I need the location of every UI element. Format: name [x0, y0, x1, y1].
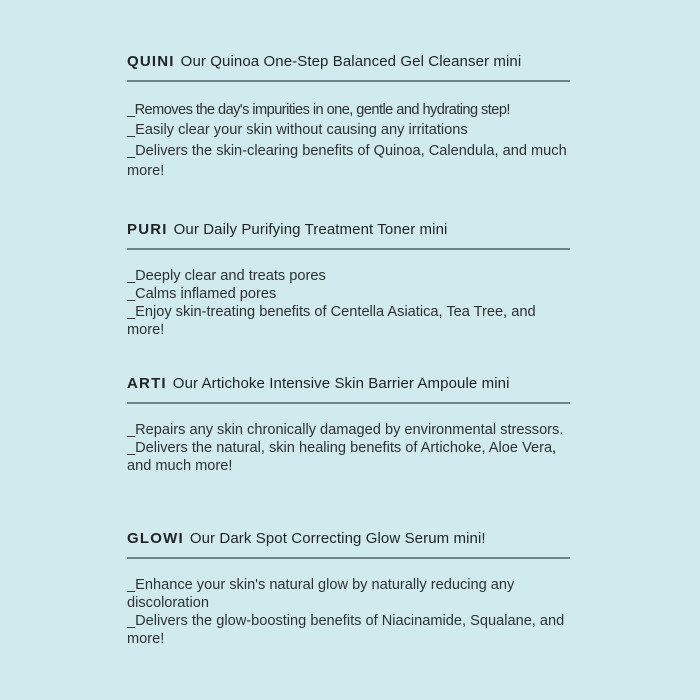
product-section-arti — [127, 374, 571, 475]
benefit-list — [127, 576, 571, 648]
benefit-item: _Easily clear your skin without causing any irritations — [127, 122, 468, 138]
benefit-item: _Enjoy skin-treating benefits of Centella Asiatica, Tea Tree, and more! — [127, 303, 536, 338]
divider — [127, 80, 570, 82]
benefit-item: _Delivers the glow-boosting benefits of Niacinamide, Squalane, and more! — [127, 612, 565, 647]
product-section-glowi — [127, 529, 571, 648]
product-title: Our Quinoa One-Step Balanced Gel Cleanser mini — [180, 53, 522, 70]
product-heading — [127, 220, 571, 240]
benefit-list — [127, 421, 571, 475]
benefit-list — [127, 267, 571, 339]
benefit-item: _Deeply clear and treats pores — [127, 267, 326, 284]
divider — [127, 557, 570, 559]
product-code: GLOWI — [127, 530, 184, 547]
product-heading — [127, 529, 571, 549]
product-section-puri — [127, 220, 571, 339]
divider — [127, 248, 570, 250]
benefit-item: _Removes the day's impurities in one, gentle and hydrating step! — [127, 101, 510, 118]
product-heading — [127, 374, 571, 394]
product-title: Our Dark Spot Correcting Glow Serum mini! — [189, 530, 486, 547]
product-title: Our Artichoke Intensive Skin Barrier Ampoule mini — [172, 375, 510, 392]
product-code: QUINI — [127, 53, 175, 70]
product-section-quini — [127, 52, 571, 182]
product-heading — [127, 52, 571, 72]
benefit-item: _Repairs any skin chronically damaged by environmental stressors. — [127, 421, 564, 438]
product-code: PURI — [127, 221, 168, 238]
product-code: ARTI — [127, 375, 167, 392]
benefit-item: _Enhance your skin's natural glow by naturally reducing any discoloration — [127, 576, 515, 611]
benefit-list — [127, 100, 571, 182]
divider — [127, 402, 570, 404]
benefit-item: _Delivers the natural, skin healing benefits of Artichoke, Aloe Vera, and much more! — [127, 439, 557, 474]
product-title: Our Daily Purifying Treatment Toner mini — [173, 221, 448, 238]
benefit-item: _Delivers the skin-clearing benefits of Quinoa, Calendula, and much more! — [127, 142, 567, 179]
benefit-item: _Calms inflamed pores — [127, 285, 277, 302]
